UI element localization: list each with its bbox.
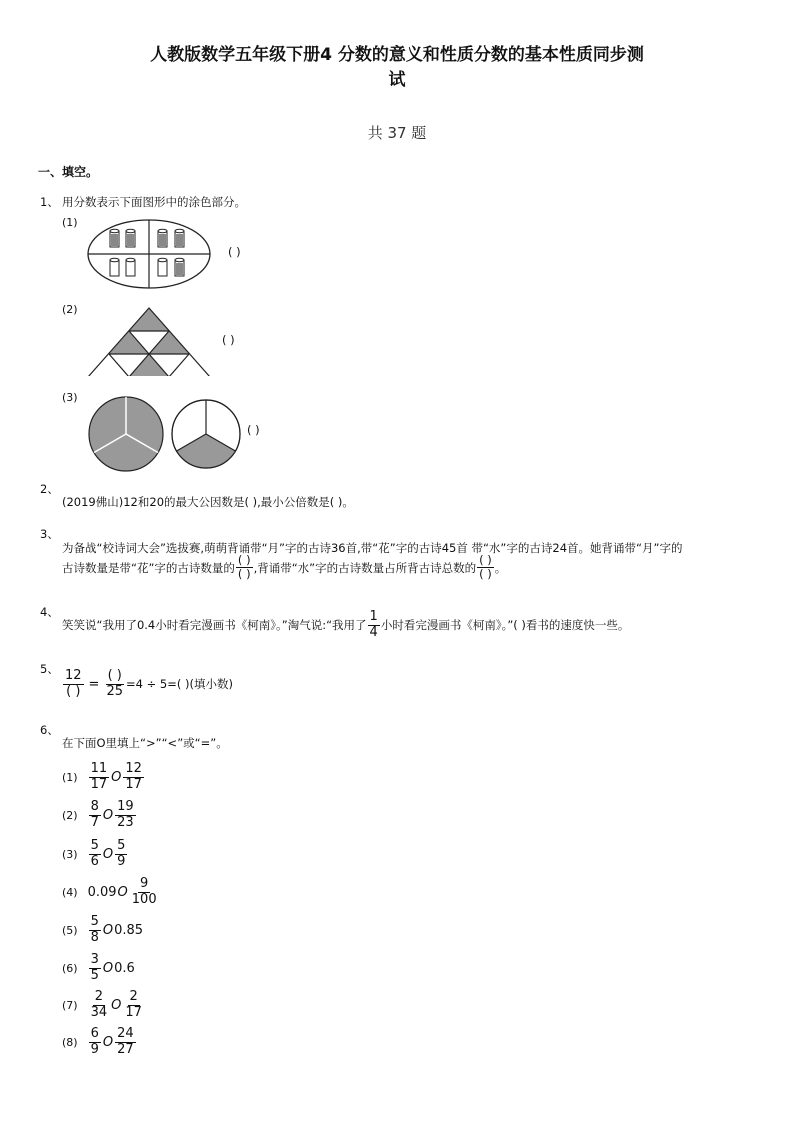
denominator: 9 [117, 853, 126, 869]
right-fraction [115, 800, 136, 831]
question-2-text: (2019佛山)12和20的最大公因数是( ),最小公倍数是( )。 [62, 495, 354, 509]
left-fraction [89, 762, 110, 793]
q3-fraction-1[interactable]: $\frac{( )}{( )}$ [237, 553, 251, 582]
denominator: 100 [131, 891, 157, 907]
q3-text-a: 古诗数量是带“花”字的古诗数量的 [62, 560, 235, 575]
denominator: 17 [125, 776, 142, 792]
comparison-label: (4) [62, 885, 78, 899]
comparison-label: (5) [62, 923, 78, 937]
left-fraction [89, 915, 101, 946]
denominator: 7 [90, 814, 99, 830]
question-number-4: 4、 [40, 605, 59, 619]
question-number-6: 6、 [40, 723, 59, 737]
question-number-2: 2、 [40, 482, 59, 496]
q1-part-3-label: (3) [62, 391, 78, 404]
section-heading: 一、填空。 [38, 165, 99, 179]
q4-text-b: 小时看完漫画书《柯南》。”( )看书的速度快一些。 [380, 618, 630, 633]
left-fraction [89, 800, 101, 831]
question-5-expression [62, 669, 233, 700]
numerator: 5 [117, 838, 126, 853]
left-fraction [89, 1027, 101, 1058]
q3-text-c: 。 [494, 560, 507, 575]
circles-figure [88, 394, 246, 474]
comparison-circle-blank[interactable]: O [111, 997, 122, 1013]
question-1-text: 用分数表示下面图形中的涂色部分。 [62, 195, 246, 209]
left-fraction [89, 839, 101, 870]
numerator: 8 [90, 799, 99, 814]
left-fraction [89, 990, 110, 1021]
comparison-label: (6) [62, 961, 78, 975]
document-title-continued: 试 [388, 70, 406, 90]
denominator: 27 [117, 1041, 134, 1057]
comparison-item [62, 839, 128, 870]
denominator: 5 [90, 967, 99, 983]
question-3-line-2 [62, 554, 506, 581]
numerator: 6 [90, 1026, 99, 1041]
comparison-item [62, 1027, 137, 1058]
denominator: 23 [117, 814, 134, 830]
left-fraction [89, 953, 101, 984]
right-fraction [123, 990, 144, 1021]
comparison-circle-blank[interactable]: O [102, 960, 114, 976]
question-4-text [62, 610, 629, 641]
question-count: 共 37 题 [367, 124, 427, 142]
q1-answer-blank-2[interactable]: ( ) [222, 333, 235, 347]
comparison-item [62, 953, 135, 984]
comparison-item [62, 915, 143, 946]
numerator: 24 [117, 1026, 134, 1041]
right-fraction [123, 762, 144, 793]
comparison-circle-blank[interactable]: O [102, 846, 114, 862]
q1-part-2-label: (2) [62, 303, 78, 316]
comparison-item [62, 762, 145, 793]
q1-answer-blank-1[interactable]: ( ) [228, 245, 241, 259]
question-number-5: 5、 [40, 662, 59, 676]
q1-answer-blank-3[interactable]: ( ) [247, 423, 260, 437]
denominator: 34 [90, 1004, 108, 1020]
comparison-label: (2) [62, 808, 78, 822]
comparison-circle-blank[interactable]: O [117, 884, 128, 900]
question-3-line-1: 为备战“校诗词大会”选拔赛,萌萌背诵带“月”字的古诗36首,带“花”字的古诗45首 带“水”字的古诗24首。她背诵带“月”字的 [62, 541, 683, 555]
numerator: 12 [125, 761, 142, 776]
left-value: 0.09 [87, 884, 117, 900]
comparison-item [62, 800, 137, 831]
denominator: 6 [90, 853, 99, 869]
triangle-figure [88, 306, 212, 376]
right-value: 0.85 [114, 922, 144, 938]
right-fraction [115, 839, 127, 870]
right-value: 0.6 [114, 960, 135, 976]
numerator: 9 [140, 876, 149, 891]
comparison-label: (3) [62, 847, 78, 861]
numerator: 5 [90, 914, 99, 929]
comparison-circle-blank[interactable]: O [102, 1034, 114, 1050]
question-number-3: 3、 [40, 527, 59, 541]
q4-fraction: $\frac{1}{4}$ [369, 609, 378, 640]
numerator: 3 [90, 952, 99, 967]
oval-cylinders-figure [86, 218, 212, 290]
q5-equals: = [88, 676, 100, 692]
numerator: 11 [90, 761, 108, 776]
comparison-circle-blank[interactable]: O [102, 807, 114, 823]
comparison-item [62, 877, 160, 908]
question-6-text: 在下面O里填上“>”“<”或“=”。 [62, 736, 228, 750]
document-title: 人教版数学五年级下册4 分数的意义和性质分数的基本性质同步测 [150, 45, 644, 65]
q5-fraction-2: $\frac{( )}{25}$ [106, 668, 123, 699]
right-fraction [115, 1027, 136, 1058]
comparison-circle-blank[interactable]: O [111, 769, 122, 785]
denominator: 17 [90, 776, 108, 792]
numerator: 19 [117, 799, 134, 814]
denominator: 8 [90, 929, 99, 945]
q5-rest: =4 ÷ 5=( )(填小数) [126, 677, 233, 692]
q1-part-1-label: (1) [62, 216, 78, 229]
comparison-label: (7) [62, 998, 78, 1012]
comparison-label: (8) [62, 1035, 78, 1049]
question-number-1: 1、 [40, 195, 59, 209]
comparison-label: (1) [62, 770, 78, 784]
q3-fraction-2[interactable]: $\frac{( )}{( )}$ [479, 553, 492, 582]
comparison-circle-blank[interactable]: O [102, 922, 114, 938]
numerator: 5 [90, 838, 99, 853]
q4-text-a: 笑笑说“我用了0.4小时看完漫画书《柯南》。”淘气说:“我用了 [62, 618, 367, 633]
denominator: 9 [90, 1041, 99, 1057]
right-fraction [130, 877, 159, 908]
numerator: 2 [129, 989, 138, 1004]
numerator: 2 [94, 989, 103, 1004]
denominator: 17 [125, 1004, 142, 1020]
q5-fraction-1: $\frac{12}{( )}$ [65, 668, 82, 699]
q3-text-b: ,背诵带“水”字的古诗数量占所背古诗总数的 [253, 560, 477, 575]
comparison-item [62, 990, 145, 1021]
